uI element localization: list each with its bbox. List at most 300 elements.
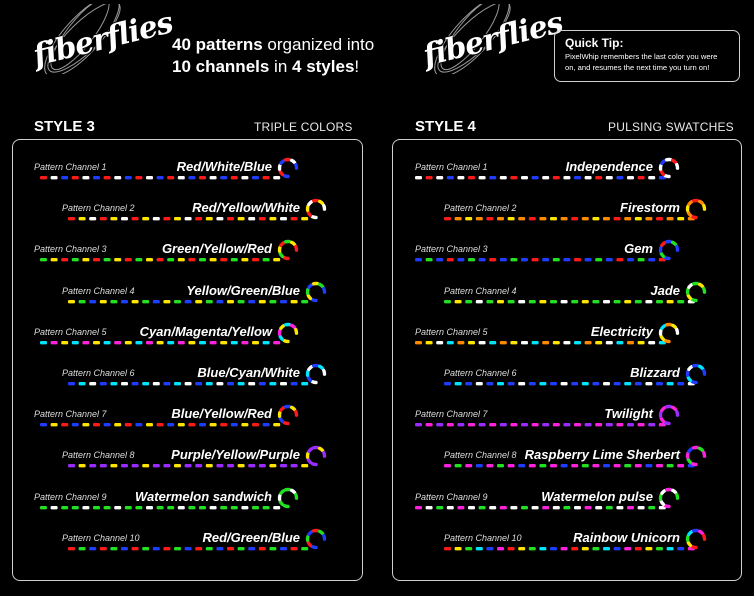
led-segment: [553, 423, 560, 426]
led-segment: [296, 165, 297, 169]
led-segment: [320, 202, 323, 204]
led-segment: [114, 341, 121, 344]
led-segment: [529, 547, 536, 550]
led-segment: [248, 300, 255, 303]
pattern-channel-label: Pattern Channel 10: [62, 532, 140, 543]
led-segment: [700, 202, 703, 204]
led-segment: [704, 535, 705, 539]
led-segment: [700, 284, 703, 286]
led-segment: [667, 217, 674, 220]
led-segment: [216, 382, 223, 385]
led-segment: [447, 176, 454, 179]
headline-text: !: [354, 57, 360, 76]
headline: [172, 34, 374, 78]
led-segment: [662, 243, 665, 246]
led-segment: [500, 423, 507, 426]
led-segment: [51, 176, 58, 179]
led-segment: [426, 176, 433, 179]
led-segment: [146, 176, 153, 179]
logo-wordmark: fiberflies: [29, 5, 176, 74]
led-segment: [677, 464, 684, 467]
led-segment: [231, 258, 238, 261]
led-segment: [40, 176, 47, 179]
led-segment: [216, 300, 223, 303]
led-segment: [210, 423, 217, 426]
led-segment: [592, 382, 599, 385]
led-segment: [508, 547, 515, 550]
pattern-channel-label: Pattern Channel 3: [34, 244, 107, 255]
led-segment: [72, 258, 79, 261]
led-segment: [616, 176, 623, 179]
led-segment: [308, 542, 310, 545]
led-segment: [539, 217, 546, 220]
led-segment: [231, 176, 238, 179]
led-segment: [292, 490, 295, 492]
led-segment: [508, 382, 515, 385]
led-segment: [648, 506, 655, 509]
led-segment: [550, 464, 557, 467]
led-segment: [616, 506, 623, 509]
led-segment: [550, 382, 557, 385]
led-strip: [444, 197, 724, 227]
led-segment: [656, 464, 663, 467]
led-segment: [510, 176, 517, 179]
led-segment: [100, 217, 107, 220]
led-segment: [614, 547, 621, 550]
led-segment: [661, 171, 663, 174]
led-segment: [199, 506, 206, 509]
led-segment: [153, 217, 160, 220]
led-segment: [185, 382, 192, 385]
led-segment: [529, 217, 536, 220]
led-segment: [153, 382, 160, 385]
led-strip: [68, 280, 344, 310]
led-segment: [89, 300, 96, 303]
led-segment: [110, 382, 117, 385]
led-segment: [489, 423, 496, 426]
led-segment: [479, 423, 486, 426]
led-segment: [455, 300, 462, 303]
led-strip: [40, 486, 316, 516]
led-segment: [320, 284, 323, 286]
led-segment: [677, 247, 678, 251]
led-segment: [110, 464, 117, 467]
led-segment: [163, 300, 170, 303]
pattern-channel-label: Pattern Channel 3: [415, 244, 488, 255]
led-segment: [132, 464, 139, 467]
led-segment: [281, 326, 284, 329]
led-segment: [312, 299, 316, 300]
led-segment: [324, 206, 325, 210]
led-segment: [677, 412, 678, 416]
led-segment: [673, 243, 676, 245]
led-segment: [121, 547, 128, 550]
led-segment: [497, 217, 504, 220]
led-segment: [665, 505, 669, 506]
led-segment: [216, 547, 223, 550]
led-segment: [497, 382, 504, 385]
led-segment: [296, 412, 297, 416]
led-segment: [616, 423, 623, 426]
led-segment: [635, 300, 642, 303]
led-segment: [457, 176, 464, 179]
led-segment: [700, 366, 703, 368]
led-segment: [273, 176, 280, 179]
quick-tip-box: [554, 30, 740, 82]
led-segment: [638, 506, 645, 509]
led-segment: [479, 176, 486, 179]
led-segment: [656, 547, 663, 550]
led-segment: [185, 464, 192, 467]
led-segment: [489, 506, 496, 509]
led-segment: [508, 300, 515, 303]
led-segment: [521, 341, 528, 344]
led-segment: [309, 284, 312, 287]
led-segment: [174, 464, 181, 467]
led-segment: [539, 300, 546, 303]
led-segment: [291, 547, 298, 550]
led-segment: [292, 408, 295, 410]
pattern-channel-label: Pattern Channel 4: [444, 285, 517, 296]
led-segment: [571, 217, 578, 220]
led-segment: [455, 547, 462, 550]
led-segment: [93, 341, 100, 344]
led-segment: [308, 460, 310, 463]
led-segment: [79, 300, 86, 303]
pattern-channel-label: Pattern Channel 6: [62, 368, 135, 378]
pattern-name: Watermelon sandwich: [134, 488, 272, 504]
led-segment: [241, 258, 248, 261]
led-segment: [624, 464, 631, 467]
led-segment: [447, 423, 454, 426]
led-segment: [153, 547, 160, 550]
led-segment: [281, 243, 284, 246]
led-strip: [40, 238, 316, 268]
led-segment: [167, 176, 174, 179]
led-segment: [220, 506, 227, 509]
led-segment: [174, 547, 181, 550]
led-segment: [635, 382, 642, 385]
led-segment: [220, 423, 227, 426]
led-segment: [677, 300, 684, 303]
led-segment: [238, 382, 245, 385]
led-segment: [135, 341, 142, 344]
led-segment: [114, 176, 121, 179]
led-segment: [444, 217, 451, 220]
led-segment: [553, 341, 560, 344]
led-segment: [206, 300, 213, 303]
led-segment: [638, 423, 645, 426]
led-segment: [174, 300, 181, 303]
led-segment: [553, 506, 560, 509]
pattern-channel-label: Pattern Channel 8: [62, 450, 135, 461]
led-segment: [627, 506, 634, 509]
led-segment: [292, 243, 295, 245]
led-segment: [542, 176, 549, 179]
led-segment: [79, 217, 86, 220]
led-segment: [638, 176, 645, 179]
led-strip: [415, 486, 697, 516]
led-segment: [309, 202, 312, 205]
led-segment: [273, 506, 280, 509]
led-segment: [561, 217, 568, 220]
led-segment: [550, 300, 557, 303]
led-segment: [539, 382, 546, 385]
led-segment: [82, 341, 89, 344]
led-segment: [269, 382, 276, 385]
led-segment: [241, 176, 248, 179]
led-segment: [468, 258, 475, 261]
led-segment: [532, 341, 539, 344]
led-segment: [606, 176, 613, 179]
led-segment: [624, 382, 631, 385]
led-segment: [677, 217, 684, 220]
led-segment: [51, 423, 58, 426]
led-segment: [241, 341, 248, 344]
led-segment: [273, 258, 280, 261]
led-segment: [72, 341, 79, 344]
led-segment: [301, 382, 308, 385]
led-segment: [157, 423, 164, 426]
led-segment: [518, 217, 525, 220]
led-segment: [114, 506, 121, 509]
led-segment: [521, 258, 528, 261]
led-segment: [238, 300, 245, 303]
led-segment: [638, 341, 645, 344]
led-segment: [677, 547, 684, 550]
led-segment: [667, 547, 674, 550]
led-segment: [585, 258, 592, 261]
led-segment: [269, 300, 276, 303]
led-strip: [68, 444, 344, 474]
led-segment: [574, 506, 581, 509]
led-segment: [296, 494, 297, 498]
led-segment: [263, 423, 270, 426]
pattern-channel-label: Pattern Channel 9: [34, 491, 107, 502]
pattern-name: Jade: [650, 282, 680, 298]
led-segment: [539, 547, 546, 550]
led-segment: [656, 300, 663, 303]
led-segment: [188, 258, 195, 261]
led-segment: [689, 202, 692, 205]
pattern-channel-label: Pattern Channel 2: [62, 203, 135, 214]
led-segment: [324, 371, 325, 375]
led-segment: [178, 176, 185, 179]
led-segment: [426, 341, 433, 344]
led-segment: [444, 547, 451, 550]
led-segment: [61, 341, 68, 344]
led-segment: [595, 176, 602, 179]
led-segment: [100, 547, 107, 550]
led-segment: [40, 423, 47, 426]
led-segment: [468, 176, 475, 179]
pattern-channel-label: Pattern Channel 1: [415, 162, 488, 172]
pattern-name: Blue/Yellow/Red: [171, 406, 272, 422]
pattern-name: Watermelon pulse: [541, 488, 653, 504]
pattern-channel-label: Pattern Channel 1: [34, 162, 107, 172]
pattern-channel-label: Pattern Channel 7: [415, 409, 488, 420]
led-segment: [153, 300, 160, 303]
led-segment: [227, 547, 234, 550]
led-segment: [312, 217, 316, 218]
led-segment: [677, 329, 678, 333]
led-segment: [210, 176, 217, 179]
led-segment: [259, 382, 266, 385]
led-segment: [508, 464, 515, 467]
led-segment: [486, 382, 493, 385]
pattern-channel-label: Pattern Channel 7: [34, 409, 107, 420]
led-segment: [550, 217, 557, 220]
led-segment: [89, 464, 96, 467]
led-segment: [662, 490, 665, 493]
led-segment: [662, 161, 665, 164]
led-segment: [284, 505, 288, 506]
led-segment: [146, 341, 153, 344]
led-segment: [677, 165, 678, 169]
led-segment: [661, 419, 663, 422]
led-strip: [415, 321, 697, 351]
led-segment: [104, 423, 111, 426]
led-segment: [142, 217, 149, 220]
pattern-name: Rainbow Unicorn: [573, 529, 680, 545]
led-segment: [163, 217, 170, 220]
led-segment: [82, 258, 89, 261]
led-segment: [121, 464, 128, 467]
led-segment: [135, 176, 142, 179]
led-segment: [603, 300, 610, 303]
pattern-name: Gem: [624, 241, 653, 257]
led-segment: [656, 217, 663, 220]
led-strip: [40, 321, 316, 351]
led-segment: [125, 341, 132, 344]
led-segment: [614, 464, 621, 467]
led-segment: [444, 382, 451, 385]
led-strip: [68, 362, 344, 392]
led-segment: [692, 299, 696, 300]
led-segment: [312, 547, 316, 548]
led-segment: [648, 176, 655, 179]
led-segment: [692, 464, 696, 465]
led-segment: [648, 423, 655, 426]
led-segment: [606, 258, 613, 261]
led-segment: [665, 423, 669, 424]
led-segment: [457, 423, 464, 426]
led-segment: [627, 176, 634, 179]
led-segment: [89, 547, 96, 550]
led-segment: [227, 464, 234, 467]
led-segment: [563, 506, 570, 509]
led-segment: [61, 176, 68, 179]
led-segment: [592, 547, 599, 550]
style-3-subtitle: TRIPLE COLORS: [254, 120, 353, 134]
led-segment: [280, 300, 287, 303]
led-segment: [284, 423, 288, 424]
led-segment: [125, 423, 132, 426]
led-segment: [692, 547, 696, 548]
led-segment: [93, 423, 100, 426]
led-segment: [574, 423, 581, 426]
led-segment: [280, 171, 282, 174]
led-segment: [248, 464, 255, 467]
led-segment: [121, 300, 128, 303]
led-segment: [280, 382, 287, 385]
led-segment: [614, 382, 621, 385]
led-segment: [479, 341, 486, 344]
led-segment: [479, 506, 486, 509]
pattern-name: Green/Yellow/Red: [161, 241, 272, 257]
led-segment: [68, 547, 75, 550]
led-segment: [79, 382, 86, 385]
led-segment: [132, 217, 139, 220]
led-segment: [125, 176, 132, 179]
led-segment: [269, 217, 276, 220]
led-segment: [465, 217, 472, 220]
led-segment: [688, 213, 690, 216]
led-segment: [476, 547, 483, 550]
led-segment: [157, 176, 164, 179]
led-segment: [142, 547, 149, 550]
led-segment: [489, 258, 496, 261]
led-segment: [82, 423, 89, 426]
led-segment: [692, 382, 696, 383]
led-segment: [455, 464, 462, 467]
led-segment: [624, 300, 631, 303]
led-segment: [563, 341, 570, 344]
led-segment: [661, 254, 663, 257]
style-3-title: STYLE 3: [34, 118, 95, 135]
led-segment: [301, 547, 308, 550]
led-strip: [68, 527, 344, 557]
led-segment: [252, 341, 259, 344]
led-segment: [673, 160, 676, 162]
led-segment: [195, 217, 202, 220]
led-segment: [188, 341, 195, 344]
led-segment: [280, 464, 287, 467]
led-segment: [486, 217, 493, 220]
led-segment: [167, 341, 174, 344]
led-segment: [518, 300, 525, 303]
led-segment: [656, 382, 663, 385]
led-segment: [665, 341, 669, 342]
led-strip: [444, 527, 724, 557]
led-segment: [553, 258, 560, 261]
led-segment: [68, 300, 75, 303]
led-segment: [592, 300, 599, 303]
led-segment: [595, 423, 602, 426]
led-segment: [476, 217, 483, 220]
led-segment: [227, 300, 234, 303]
led-segment: [571, 300, 578, 303]
led-strip: [415, 156, 697, 186]
led-segment: [185, 547, 192, 550]
led-segment: [532, 423, 539, 426]
led-segment: [582, 547, 589, 550]
led-segment: [292, 325, 295, 327]
led-segment: [465, 547, 472, 550]
led-segment: [585, 176, 592, 179]
led-segment: [665, 258, 669, 259]
led-segment: [415, 176, 422, 179]
led-segment: [529, 300, 536, 303]
led-segment: [301, 464, 308, 467]
led-segment: [79, 547, 86, 550]
pattern-channel-label: Pattern Channel 2: [444, 203, 517, 214]
led-segment: [241, 423, 248, 426]
led-segment: [561, 464, 568, 467]
led-segment: [281, 161, 284, 164]
led-segment: [518, 464, 525, 467]
led-segment: [436, 506, 443, 509]
